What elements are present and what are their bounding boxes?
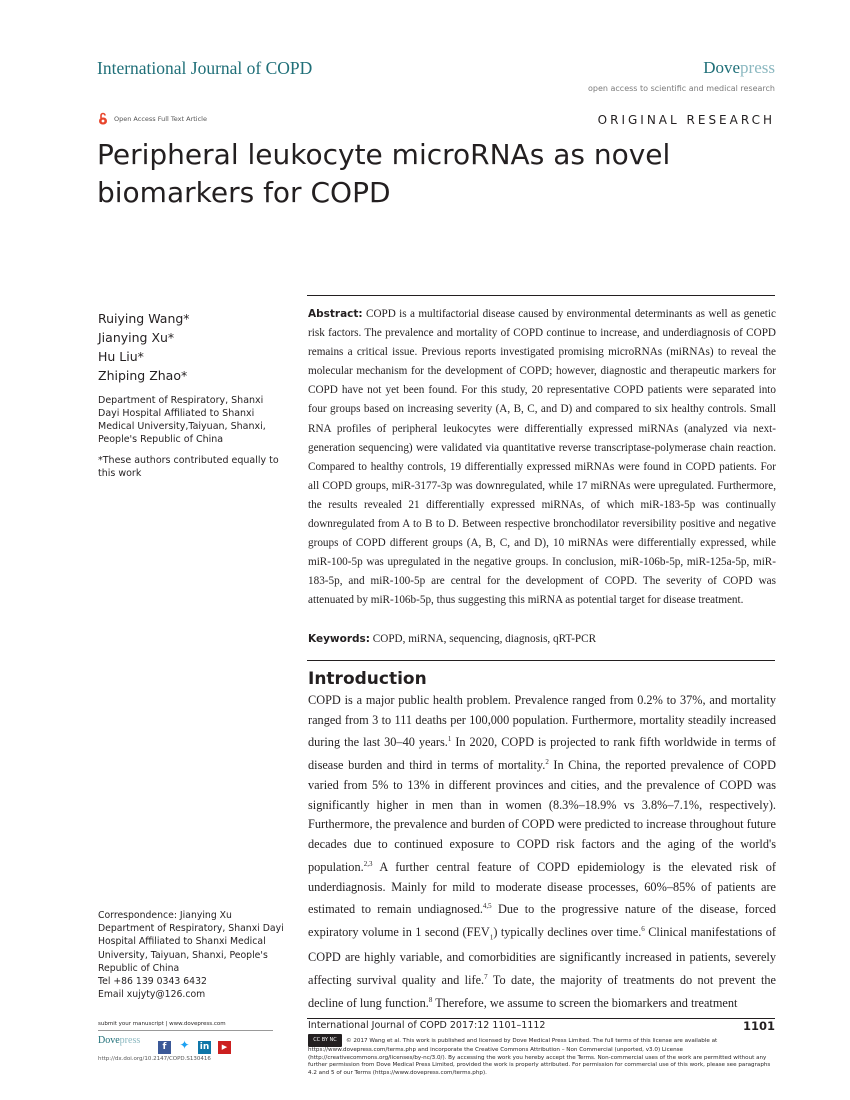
facebook-icon[interactable]: f	[158, 1041, 171, 1054]
article-title: Peripheral leukocyte microRNAs as novel biomarkers for COPD	[97, 138, 671, 209]
publisher-logo[interactable]	[703, 58, 775, 78]
submit-manuscript-link[interactable]: submit your manuscript | www.dovepress.com	[98, 1021, 226, 1027]
author-list	[98, 309, 190, 385]
citation-ref[interactable]: 1	[447, 735, 452, 744]
footer-divider	[98, 1030, 273, 1031]
citation-ref[interactable]: 2	[545, 758, 549, 767]
correspondence	[98, 909, 283, 1001]
intro-text: To date, the majority of treatments do not prevent the decline of lung function.	[308, 973, 776, 1010]
introduction-body	[308, 691, 776, 1014]
citation-ref[interactable]: 6	[641, 925, 645, 934]
correspondence-line: Correspondence: Jianying Xu	[98, 910, 232, 921]
license-text: © 2017 Wang et al. This work is published and licensed by Dove Medical Press Limited. The full terms of this license are available at https://www.dovepress.com/terms.php and incorporate the Creative Commons Attribution – Non Commercial (unported, v3.0) License (http://creativecommons.org/licenses/by-nc/3.0/). By accessing the work you hereby accept the Terms. Non-commercial uses of the work are permitted without any further permission from Dove Medical Press Limited, provided the work is properly attributed. For permission for commercial use of this work, please see paragraphs 4.2 and 5 of our Terms (https://www.dovepress.com/terms.php).	[308, 1038, 771, 1077]
publisher-logo-dove: Dove	[703, 58, 741, 77]
cc-license-badge[interactable]: CC BY NC	[308, 1034, 342, 1047]
article-type: ORIGINAL RESEARCH	[597, 113, 775, 127]
author[interactable]: Hu Liu*	[98, 349, 144, 364]
keywords	[308, 630, 776, 649]
abstract-bottom-rule	[307, 660, 775, 661]
intro-text: Therefore, we assume to screen the biomarkers and treatment	[432, 995, 738, 1010]
abstract-text: COPD is a multifactorial disease caused by environmental determinants as well as genetic risk factors. The prevalence and mortality of COPD continue to increase, and underdiagnosis of COPD remains a critical issue. Previous reports investigated promising microRNAs (miRNAs) to reveal the molecular mechanism for the development of COPD; however, diagnostic and therapeutic markers for COPD have not yet been found. For this study, 20 representative COPD patients were separated into four groups based on increasing severity (A, B, C, and D) and compared to six healthy controls. Small RNA profiles of peripheral leukocytes were differentially expressed miRNAs (analyzed via next-generation sequencing) were validated via quantitative reverse transcriptase-polymerase chain reaction. Compared to healthy controls, 19 differentially expressed miRNAs were found in COPD patients. For all COPD groups, miR-3177-3p was downregulated, while 17 miRNAs were upregulated. Furthermore, the results revealed 21 differentially expressed miRNAs, of which miR-183-5p was continually downregulated from A to B to D. Between respective bronchodilator reversibility positive and negative groups of COPD different groups (A, B, C, and D), 10 miRNAs were differentially expressed, while miR-100-5p was upregulated in the negative groups. In conclusion, miR-106b-5p, miR-125a-5p, miR-183-5p, and miR-100-5p are central for the development of COPD. The severity of COPD was attenuated by miR-106b-5p, thus suggesting this miRNA as potential target for disease treatment.	[308, 308, 776, 607]
journal-name: International Journal of COPD	[97, 58, 313, 78]
correspondence-line: University, Taiyuan, Shanxi, People's	[98, 949, 268, 961]
intro-text: Clinical manifestations of COPD are highly variable, and comorbidities are significantly increased in patients, severely affecting survival quality and life.	[308, 925, 776, 988]
linkedin-icon[interactable]: in	[199, 1042, 210, 1052]
abstract	[308, 305, 776, 611]
keywords-label: Keywords:	[308, 633, 370, 645]
youtube-icon[interactable]: ▶	[218, 1041, 231, 1054]
open-access-label: Open Access Full Text Article	[114, 115, 207, 123]
footer-logo-dove: Dove	[98, 1035, 120, 1046]
intro-text: A further central feature of COPD epidemiology is the elevated risk of underdiagnosis. Mainly for mild to moderate disease processes, 60%–85% of patients are estimated to remain undiagnosed.	[308, 859, 776, 917]
publisher-logo-press: press	[740, 58, 775, 77]
twitter-icon[interactable]: ✦	[179, 1038, 190, 1052]
intro-text: In China, the reported prevalence of COPD varied from 5% to 13% in different provinces and cities, and the prevalence of COPD was significantly higher in men than in women (8.3%–18.9% vs 3.8%–7.1%, respectively). Furthermore, the prevalence and burden of COPD were predicted to increase throughout future decades due to continued exposure to COPD risk factors and the aging of the world's population.	[308, 758, 777, 874]
footer-rule	[307, 1018, 775, 1019]
correspondence-line: Department of Respiratory, Shanxi Dayi	[98, 923, 284, 935]
citation-line: International Journal of COPD 2017:12 1101–1112	[308, 1020, 546, 1031]
section-heading: Introduction	[308, 669, 427, 689]
correspondence-line: Republic of China	[98, 962, 180, 974]
open-access-icon	[98, 112, 108, 125]
fev-subscript: 1	[489, 933, 494, 942]
citation-ref[interactable]: 7	[484, 973, 488, 982]
citation-ref[interactable]: 4,5	[482, 902, 492, 911]
author[interactable]: Zhiping Zhao*	[98, 368, 188, 383]
doi-link[interactable]: http://dx.doi.org/10.2147/COPD.S130416	[98, 1056, 211, 1062]
keywords-text: COPD, miRNA, sequencing, diagnosis, qRT-PCR	[372, 633, 597, 645]
author[interactable]: Ruiying Wang*	[98, 311, 190, 326]
correspondence-phone: Tel +86 139 0343 6432	[98, 976, 207, 988]
intro-text: COPD is a major public health problem. Prevalence ranged from 0.2% to 37%, and mortality ranged from 3 to 111 deaths per 100,000 population. Furthermore, mortality steadily increased during the last 30–40 years.	[308, 693, 776, 750]
social-links	[158, 1034, 238, 1054]
citation-ref[interactable]: 2,3	[363, 859, 373, 868]
author-note: *These authors contributed equally to this work	[98, 455, 279, 479]
intro-text: In 2020, COPD is projected to rank fifth worldwide in terms of disease burden and third in terms of mortality.	[308, 735, 776, 773]
license-block	[308, 1034, 776, 1078]
publisher-tagline: open access to scientific and medical research	[588, 84, 775, 93]
footer-logo-press: press	[119, 1035, 141, 1046]
page-number: 1101	[742, 1019, 775, 1033]
author[interactable]: Jianying Xu*	[98, 330, 175, 345]
intro-text: Due to the progressive nature of the disease, forced expiratory volume in 1 second (FEV	[308, 902, 776, 940]
citation-ref[interactable]: 8	[428, 995, 433, 1004]
correspondence-line: Hospital Affiliated to Shanxi Medical	[98, 936, 266, 948]
footer-publisher	[98, 1021, 288, 1062]
correspondence-email[interactable]: Email xujyty@126.com	[98, 989, 206, 1001]
intro-text: ) typically declines over time.	[493, 925, 642, 940]
abstract-top-rule	[307, 295, 775, 296]
abstract-label: Abstract:	[308, 308, 363, 320]
affiliation: Department of Respiratory, Shanxi Dayi Hospital Affiliated to Shanxi Medical University,Taiyuan, Shanxi, People's Republic of China	[98, 395, 266, 445]
